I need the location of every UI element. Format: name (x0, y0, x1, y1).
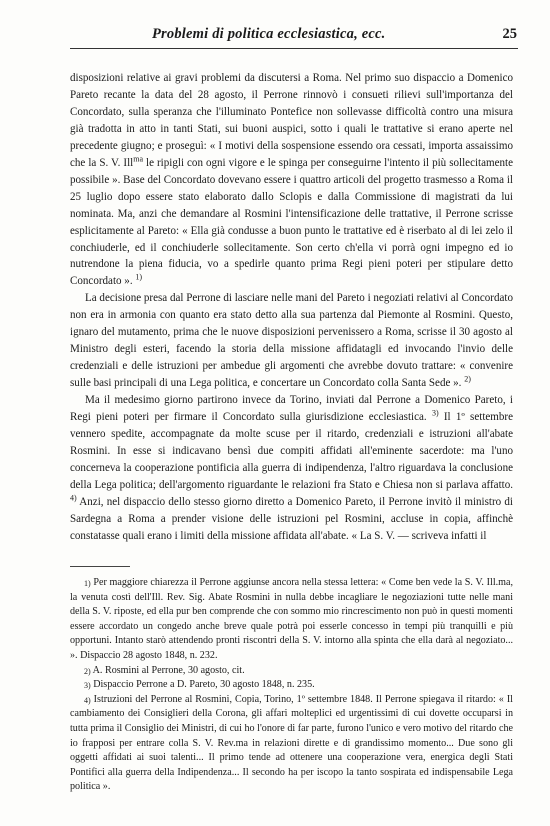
footnote-1-text: Per maggiore chiarezza il Perrone aggiunse ancora nella stessa lettera: « Come ben vede la S. V. Ill.ma, la venuta costì dell'Ill. Rev. Sig. Abate Rosmini in nulla debbe incagliare le negoziazioni tutte nelle mani della S. V. riposte, ed ella pur ben comprende che con sommo mio rincrescimento non può in questi momenti essere accordato un congedo anche breve quale potrà poi esserle concesso in tempi più tranquilli e più opportuni. Intanto starò attendendo pronti riscontri della S. V. intorno alla spinta che ella darà al negoziato... ». Dispaccio 28 agosto 1848, n. 232. (70, 577, 513, 661)
paragraph-3-text-c: Anzi, nel dispaccio dello stesso giorno diretto a Domenico Pareto, il Perrone invitò il ministro di Sardegna a Roma a prender visione delle istruzioni pel Rosmini, accluse in copia, affinchè constatasse quali erano i limiti della missione affidata all'abate. « La S. V. — scriveva infatti il (70, 495, 513, 542)
footnote-4-mark: 4) (84, 695, 91, 705)
footnote-ref-2: 2) (464, 374, 471, 384)
paragraph-2 (70, 290, 513, 392)
paragraph-3-text-b: Il 1º settembre vennero spedite, accompagnate da molte scuse per il ritardo, credenziali e istruzioni all'abate Rosmini. In esse si indicavano bensì due compiti affidati all'eminente sacerdote: ma l'uno concerneva la cooperazione pontificia alla guerra di indipendenza, l'altro riguardava la conclusione della Lega politica; dell'argomento riguardante le relazioni fra Stato e Chiesa non si parlava affatto. (70, 411, 513, 491)
header-rule (70, 48, 518, 49)
footnote-1-mark: 1) (84, 579, 91, 588)
footnote-ref-4: 4) (70, 493, 77, 503)
paragraph-1-text-b: le ripigli con ogni vigore e le spinga per conseguirne l'intento il più sollecitamente possibile ». Base del Concordato dovevano essere i quattro articoli del progetto trasmesso a Roma il 25 luglio dopo essere stato elaborato dallo Sclopis e dalla Commissione di magistrati da lui nominata. Ma, anzi che demandare al Rosmini l'intensificazione delle trattative, il Perrone scrisse esplicitamente al Pareto: « Ella già condusse a buon punto le trattative ed è riserbato al di lei zelo il conchiuderle, ed il conchiuderle sollecitamente. Son certo ch'ella vi porrà ogni impegno ed io nutrendone la piena fiducia, vo a spedirle quanto prima Regi pieni poteri per stipulare detto Concordato ». (70, 156, 514, 288)
paragraph-2-text: La decisione presa dal Perrone di lasciare nelle mani del Pareto i negoziati relativi al Concordato non era in armonia con quanto era stato detto alla sua partenza dal Piemonte al Rosmini. Questo, ignaro del mutamento, prima che le nuove disposizioni pervenissero a Roma, scrisse il 30 agosto al Ministro degli esteri, facendo la storia della missione affidatagli ed invocando l'invio delle credenziali e delle istruzioni per ambedue gli argomenti che avrebbe dovuto trattare: « convenire sulle basi principali di una Lega politica, e concertare un Concordato colla Santa Sede ». (70, 292, 513, 390)
footnote-3 (70, 678, 513, 693)
superscript-ma: ma (133, 154, 143, 164)
page-header (0, 26, 550, 48)
running-title: Problemi di politica ecclesiastica, ecc. (152, 26, 386, 42)
paragraph-3 (70, 392, 513, 545)
footnotes (70, 576, 513, 795)
main-text (70, 70, 513, 545)
footnote-2 (70, 664, 513, 679)
footnote-4 (70, 693, 513, 795)
paragraph-1-text-a: disposizioni relative ai gravi problemi da discutersi a Roma. Nel primo suo dispaccio a Domenico Pareto recante la data del 28 agosto, il Perrone rinnovò i consueti rilievi sull'importanza del Concordato, sulla speranza che l'illuminato Pontefice non sollevasse difficoltà contro una misura già tradotta in atto in tanti Stati, sui buoni auspici, sotto i quali le trattative si erano aperte nel precedente giugno; e proseguì: « I motivi della sospensione essendo ora cessati, importa assaissimo che la S. V. Ill (70, 72, 513, 169)
footnote-2-mark: 2) (84, 666, 91, 676)
page-number: 25 (502, 26, 517, 42)
paragraph-1 (70, 70, 513, 290)
footnote-separator (70, 566, 130, 567)
footnote-4-text: Istruzioni del Perrone al Rosmini, Copia, Torino, 1º settembre 1848. Il Perrone spiegava il ritardo: « Il cambiamento dei Consiglieri della Corona, gli affari molteplici ed urgentissimi di cui dovette occuparsi in tutta prima il Consiglio dei Ministri, di cui ho l'onore di far parte, furono l'unico e vero motivo del ritardo che io frapposi per entrare colla S. V. Rev.ma in relazioni dirette e di grandissimo momento... Due sono gli oggetti affidati ai suoi talenti... Il primo tende ad ottenere una cooperazione vera, energica degli Stati Pontifici alla guerra della Indipendenza... Il secondo ha per iscopo la tanto sospirata ed indispensabile Lega politica ». (70, 693, 513, 793)
footnote-3-mark: 3) (84, 681, 91, 691)
footnote-3-text: Dispaccio Perrone a D. Pareto, 30 agosto 1848, n. 235. (93, 679, 315, 691)
footnote-ref-1: 1) (135, 272, 143, 282)
footnote-1 (70, 576, 513, 664)
paragraph-3-text-a: Ma il medesimo giorno partirono invece da Torino, inviati dal Perrone a Domenico Pareto, i Regi pieni poteri per firmare il Concordato sulla giurisdizione ecclesiastica. (70, 394, 513, 424)
footnote-ref-3: 3) (431, 408, 439, 418)
footnote-2-text: A. Rosmini al Perrone, 30 agosto, cit. (92, 664, 245, 676)
